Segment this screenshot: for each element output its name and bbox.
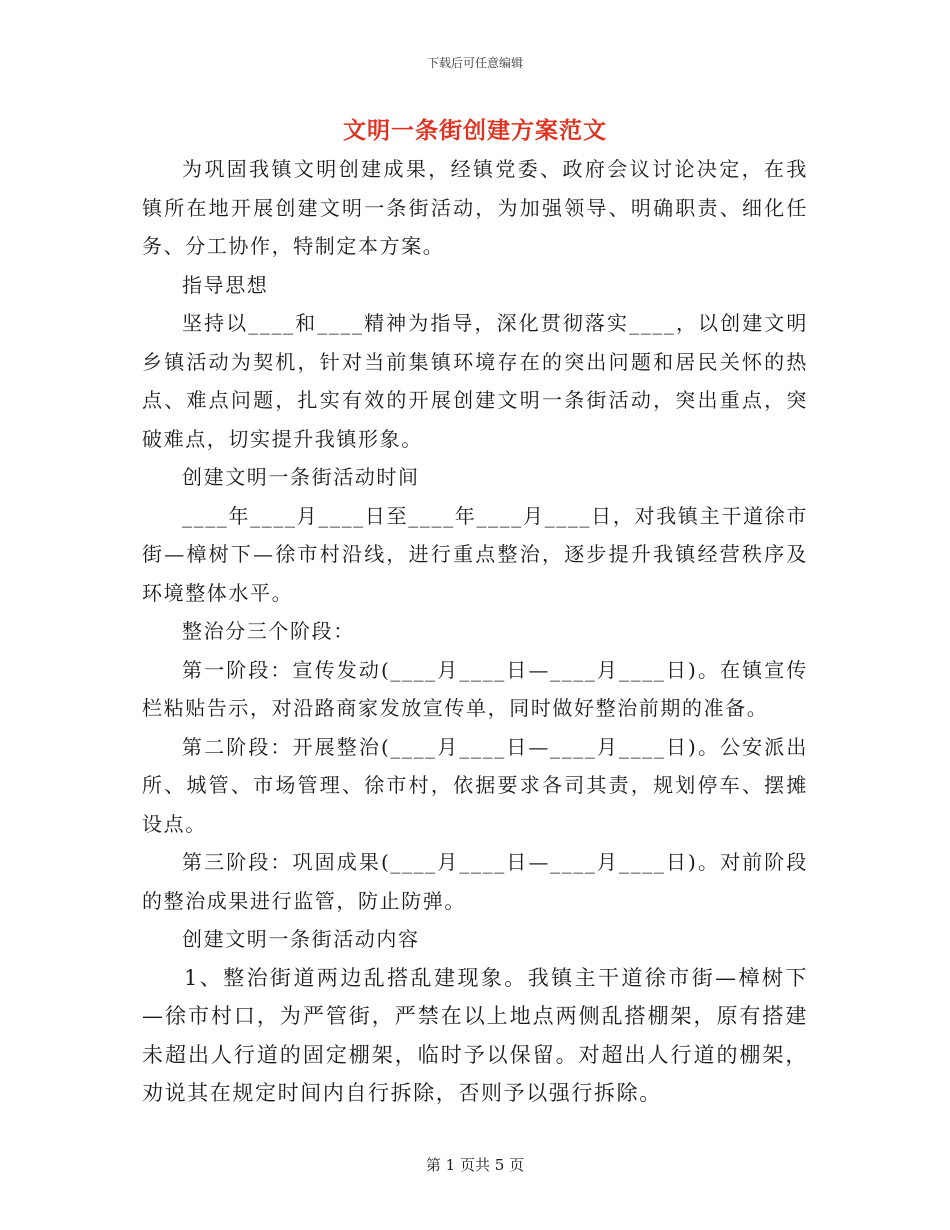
intro-paragraph: 为巩固我镇文明创建成果，经镇党委、政府会议讨论决定，在我镇所在地开展创建文明一条街活动，为加强领导、明确职责、细化任务、分工协作，特制定本方案。 (142, 157, 808, 258)
section-heading-activity-time: 创建文明一条街活动时间 (182, 465, 420, 489)
stage-three-paragraph: 第三阶段：巩固成果(____月____日—____月____日)。对前阶段的整治成果进行监管，防止防弹。 (142, 850, 808, 913)
header-note: 下载后可任意编辑 (426, 56, 523, 70)
stage-two-paragraph: 第二阶段：开展整治(____月____日—____月____日)。公安派出所、城管、市场管理、徐市村，依据要求各司其责，规划停车、摆摊设点。 (142, 734, 808, 836)
activity-time-paragraph: ____年____月____日至____年____月____日，对我镇主干道徐市街—樟树下—徐市村沿线，进行重点整治，逐步提升我镇经营秩序及环境整体水平。 (142, 503, 808, 605)
section-heading-activity-content: 创建文明一条街活动内容 (182, 927, 420, 951)
content-item-1: 1、整治街道两边乱搭乱建现象。我镇主干道徐市街—樟树下—徐市村口，为严管街，严禁在以上地点两侧乱搭棚架，原有搭建未超出人行道的固定棚架，临时予以保留。对超出人行道的棚架，劝说其在规定时间内自行拆除，否则予以强行拆除。 (142, 965, 808, 1105)
page-indicator: 第 1 页共 5 页 (425, 1156, 525, 1174)
stage-one-paragraph: 第一阶段：宣传发动(____月____日—____月____日)。在镇宣传栏粘贴告示，对沿路商家发放宣传单，同时做好整治前期的准备。 (142, 657, 808, 720)
document-title: 文明一条街创建方案范文 (343, 117, 607, 144)
section-heading-guiding-ideology: 指导思想 (182, 272, 269, 297)
stages-intro: 整治分三个阶段： (182, 619, 355, 643)
document-body (142, 150, 808, 1113)
guiding-ideology-paragraph: 坚持以____和____精神为指导，深化贯彻落实____，以创建文明乡镇活动为契机，针对当前集镇环境存在的突出问题和居民关怀的热点、难点问题，扎实有效的开展创建文明一条街活动，突出重点，突破难点，切实提升我镇形象。 (142, 311, 808, 451)
